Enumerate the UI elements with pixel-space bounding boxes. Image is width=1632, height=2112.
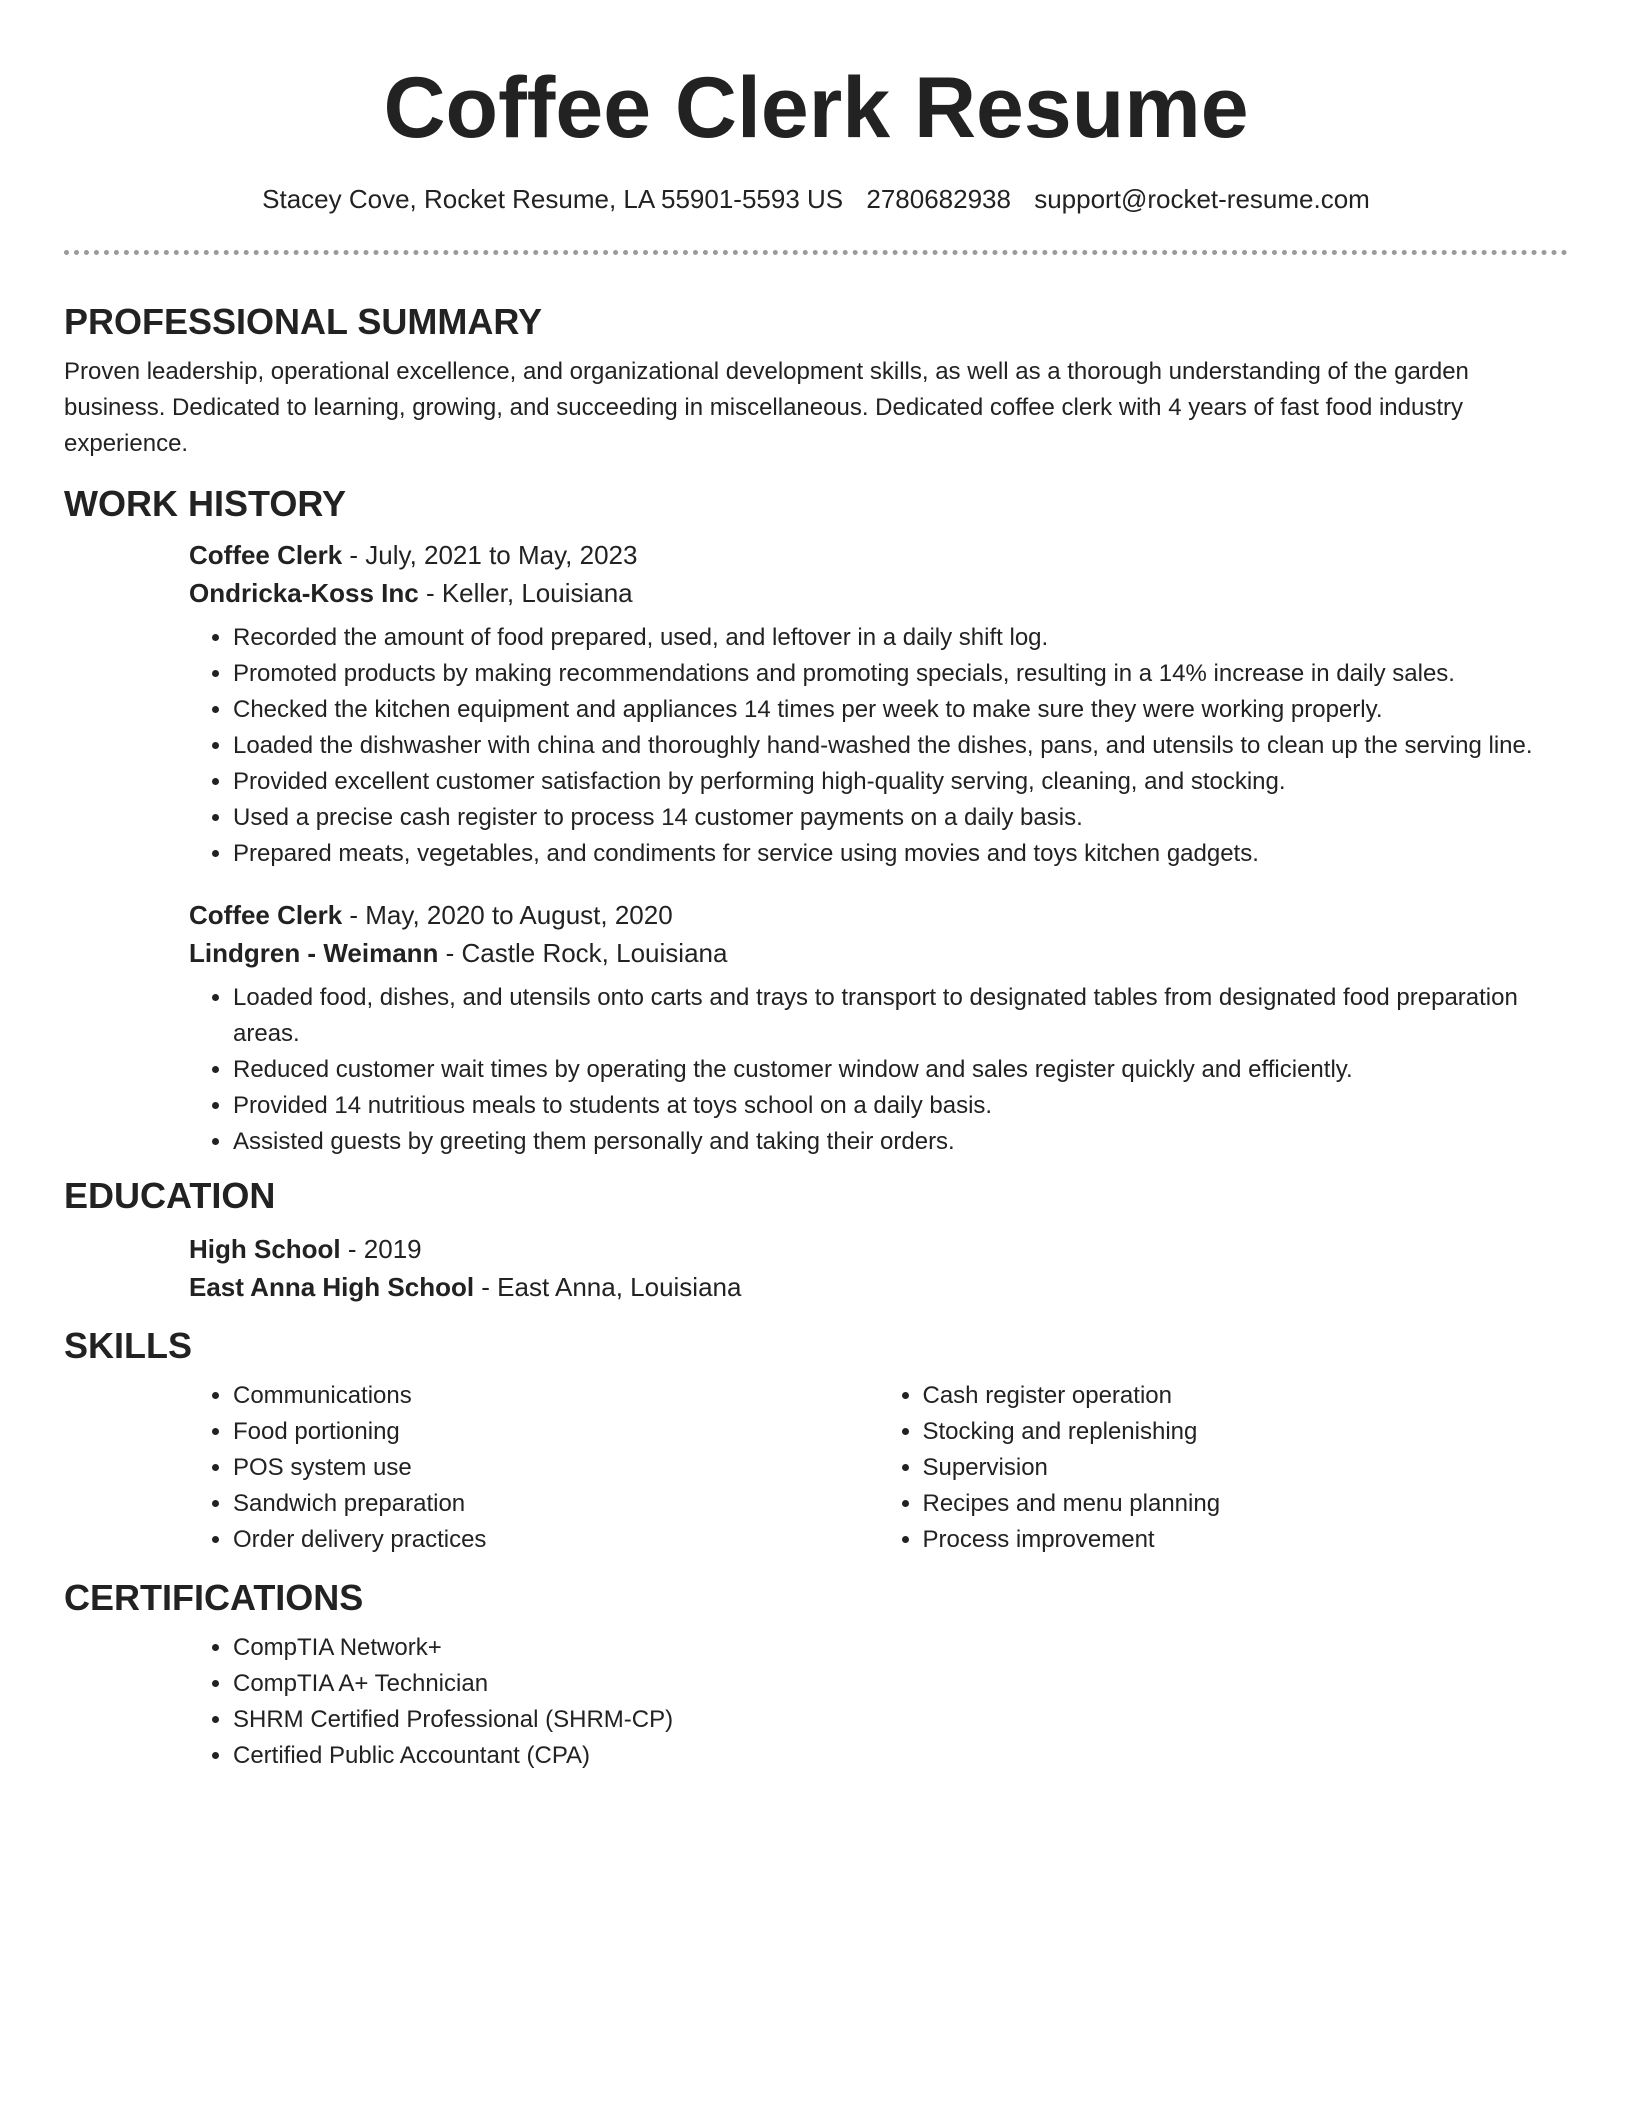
list-item: • Cash register operation [923, 1378, 1569, 1414]
skills-list-left [189, 1378, 879, 1558]
work-history-heading: WORK HISTORY [64, 483, 347, 524]
contact-line [0, 182, 1632, 216]
job-dates: - May, 2020 to August, 2020 [342, 900, 673, 930]
resume-content [64, 296, 1568, 1774]
list-item: • POS system use [233, 1450, 879, 1486]
job-company-line [189, 574, 1568, 612]
job-company: Lindgren - Weimann [189, 938, 439, 968]
education-year: - 2019 [340, 1234, 422, 1264]
list-item: • Checked the kitchen equipment and appliances 14 times per week to make sure they were working properly. [233, 692, 1568, 728]
list-item: • Order delivery practices [233, 1522, 879, 1558]
certifications-heading: CERTIFICATIONS [64, 1577, 364, 1618]
job-company-line [189, 934, 1568, 972]
list-item: • Process improvement [923, 1522, 1569, 1558]
list-item: • Used a precise cash register to process 14 customer payments on a daily basis. [233, 800, 1568, 836]
list-item: • SHRM Certified Professional (SHRM-CP) [233, 1702, 1568, 1738]
job-dates: - July, 2021 to May, 2023 [342, 540, 638, 570]
skills-columns [189, 1378, 1568, 1558]
list-item: • Recorded the amount of food prepared, used, and leftover in a daily shift log. [233, 620, 1568, 656]
list-item: • Provided excellent customer satisfaction by performing high-quality serving, cleaning, and stocking. [233, 764, 1568, 800]
list-item: • Communications [233, 1378, 879, 1414]
education-entry [189, 1230, 1568, 1306]
list-item: • Food portioning [233, 1414, 879, 1450]
certifications-list [189, 1630, 1568, 1774]
job-company: Ondricka-Koss Inc [189, 578, 419, 608]
summary-text: Proven leadership, operational excellence, and organizational development skills, as well as a thorough understanding of the garden business. Dedicated to learning, growing, and succeeding in miscellaneous. Dedicated coffee clerk with 4 years of fast food industry experience. [64, 358, 1469, 457]
list-item: • Provided 14 nutritious meals to students at toys school on a daily basis. [233, 1088, 1568, 1124]
contact-phone: 2780682938 [866, 184, 1011, 214]
list-item: • Prepared meats, vegetables, and condiments for service using movies and toys kitchen gadgets. [233, 836, 1568, 872]
list-item: • Supervision [923, 1450, 1569, 1486]
list-item: • Recipes and menu planning [923, 1486, 1569, 1522]
education-heading: EDUCATION [64, 1175, 276, 1216]
job-title-line [189, 896, 1568, 934]
list-item: • Assisted guests by greeting them personally and taking their orders. [233, 1124, 1568, 1160]
contact-address: Stacey Cove, Rocket Resume, LA 55901-5593 US [262, 184, 844, 214]
job-entry [189, 536, 1568, 872]
skills-section [64, 1320, 1568, 1558]
list-item: • Loaded food, dishes, and utensils onto carts and trays to transport to designated tables from designated food preparation areas. [233, 980, 1568, 1052]
job-title: Coffee Clerk [189, 540, 343, 570]
list-item: • Reduced customer wait times by operating the customer window and sales register quickly and efficiently. [233, 1052, 1568, 1088]
summary-section [64, 296, 1568, 462]
job-title-line [189, 536, 1568, 574]
job-title: Coffee Clerk [189, 900, 343, 930]
education-location: - East Anna, Louisiana [474, 1272, 742, 1302]
education-section [64, 1170, 1568, 1306]
contact-email: support@rocket-resume.com [1034, 184, 1370, 214]
certifications-section [64, 1572, 1568, 1774]
summary-heading: PROFESSIONAL SUMMARY [64, 301, 543, 342]
list-item: • Sandwich preparation [233, 1486, 879, 1522]
job-location: - Keller, Louisiana [418, 578, 633, 608]
education-degree: High School [189, 1234, 341, 1264]
work-history-section [64, 478, 1568, 1160]
list-item: • Promoted products by making recommendations and promoting specials, resulting in a 14% increase in daily sales. [233, 656, 1568, 692]
list-item: • Certified Public Accountant (CPA) [233, 1738, 1568, 1774]
education-school-line [189, 1268, 1568, 1306]
list-item: • CompTIA Network+ [233, 1630, 1568, 1666]
skills-list-right [879, 1378, 1569, 1558]
job-location: - Castle Rock, Louisiana [438, 938, 728, 968]
skills-heading: SKILLS [64, 1325, 193, 1366]
list-item: • Stocking and replenishing [923, 1414, 1569, 1450]
education-degree-line [189, 1230, 1568, 1268]
education-school: East Anna High School [189, 1272, 475, 1302]
job-bullets [189, 620, 1568, 872]
header-divider [64, 250, 1568, 255]
list-item: • Loaded the dishwasher with china and thoroughly hand-washed the dishes, pans, and utensils to clean up the serving line. [233, 728, 1568, 764]
job-entry [189, 896, 1568, 1160]
resume-title: Coffee Clerk Resume [383, 60, 1249, 156]
job-bullets [189, 980, 1568, 1160]
list-item: • CompTIA A+ Technician [233, 1666, 1568, 1702]
